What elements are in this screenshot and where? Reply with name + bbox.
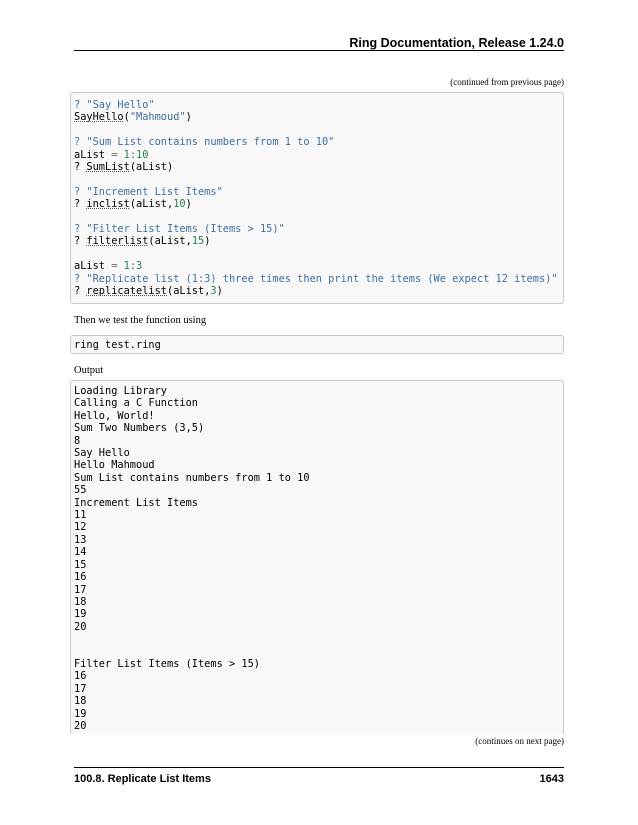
code-line: aList = 1:10: [74, 148, 149, 161]
code-line: ? "Sum List contains numbers from 1 to 10": [74, 136, 335, 149]
code-block-output: [70, 380, 564, 734]
code-block-command: [70, 335, 564, 354]
paragraph-output-label: Output: [74, 365, 104, 376]
command-line: ring test.ring: [74, 339, 161, 351]
code-line: ? inclist(aList,10): [74, 198, 192, 211]
header-rule: [74, 50, 564, 51]
code-line: SayHello("Mahmoud"): [74, 111, 192, 124]
code-line: ? filterlist(aList,15): [74, 235, 211, 248]
footer-rule: [74, 767, 564, 768]
footer-section-title: 100.8. Replicate List Items: [74, 773, 211, 785]
code-line: aList = 1:3: [74, 260, 143, 273]
continued-from-note: (continued from previous page): [450, 77, 564, 87]
code-line: ? "Say Hello": [74, 99, 155, 111]
code-line: ? "Replicate list (1:3) three times then print the items (We expect 12 items)": [74, 272, 558, 285]
code-line: ? replicatelist(aList,3): [74, 285, 223, 298]
footer-page-number: 1643: [539, 773, 564, 785]
code-line: ? "Filter List Items (Items > 15)": [74, 223, 285, 236]
code-line: ? SumList(aList): [74, 161, 174, 174]
code-block-ring: [70, 92, 564, 304]
page-header-title: Ring Documentation, Release 1.24.0: [349, 36, 564, 50]
paragraph-test-intro: Then we test the function using: [74, 315, 207, 326]
continues-on-note: (continues on next page): [475, 736, 564, 746]
output-text: Loading Library Calling a C Function Hello, World! Sum Two Numbers (3,5) 8 Say Hello Hello Mahmoud Sum List contains numbers from 1 to 10 55 Increment List Items 11 12 13 14 15 16 17 18 19 20 Filter List Items (Items > 15) 16 17 18 19 20: [74, 385, 310, 732]
code-line: ? "Increment List Items": [74, 185, 223, 198]
